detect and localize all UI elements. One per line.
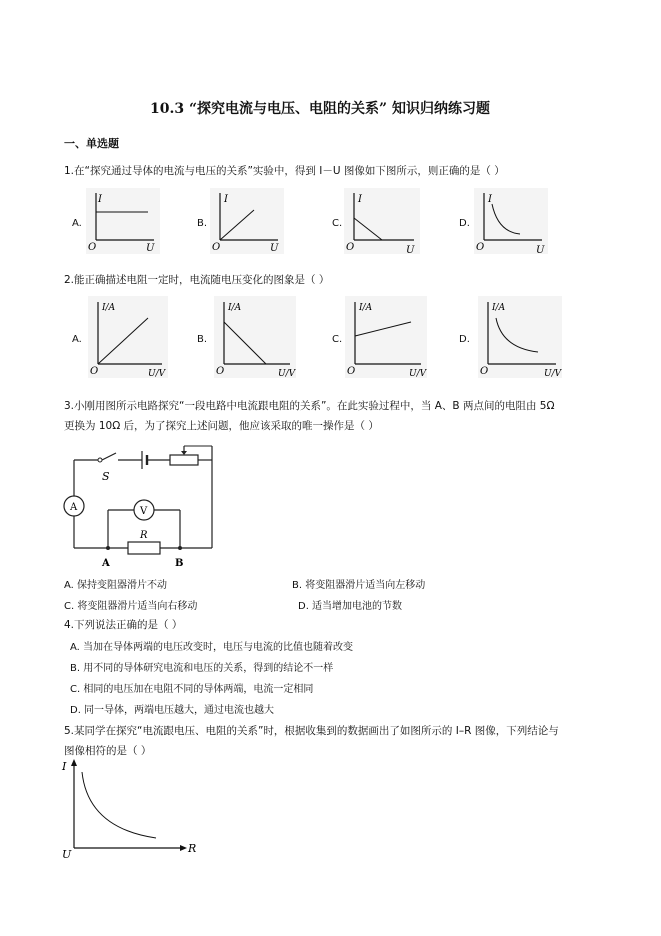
q1a-origin: O bbox=[88, 242, 97, 253]
voltmeter-label: V bbox=[140, 506, 148, 517]
q3-option-b: B. 将变阻器滑片适当向左移动 bbox=[292, 580, 426, 591]
q2-option-b-label: B. bbox=[197, 334, 208, 345]
q2-graph-d bbox=[478, 296, 562, 380]
q4-option-a: A. 当加在导体两端的电压改变时，电压与电流的比值也随着改变 bbox=[70, 642, 354, 653]
q2b-ylabel: I/A bbox=[228, 303, 242, 313]
switch-label: S bbox=[102, 470, 110, 483]
q1-graph-d bbox=[474, 188, 548, 256]
q1-option-b-label: B. bbox=[197, 218, 208, 229]
q2a-ylabel: I/A bbox=[102, 303, 116, 313]
q1-option-a-label: A. bbox=[72, 218, 82, 229]
q1c-ylabel: I bbox=[358, 194, 362, 205]
question-2-stem: 2.能正确描述电阻一定时，电流随电压变化的图象是（ ） bbox=[64, 274, 330, 286]
resistor-label: R bbox=[140, 530, 148, 541]
q2d-ylabel: I/A bbox=[492, 303, 506, 313]
q1c-xlabel: U bbox=[406, 245, 415, 256]
q2b-xlabel: U/V bbox=[278, 369, 296, 379]
q1b-xlabel: U bbox=[270, 243, 279, 254]
q1c-origin: O bbox=[346, 242, 355, 253]
question-5-stem-line2: 图像相符的是（ ） bbox=[64, 745, 152, 757]
q2-option-c-label: C. bbox=[332, 334, 343, 345]
q1a-ylabel: I bbox=[98, 194, 102, 205]
q2d-xlabel: U/V bbox=[544, 369, 562, 379]
q1d-xlabel: U bbox=[536, 245, 545, 256]
q1-graph-b bbox=[210, 188, 284, 254]
q1b-ylabel: I bbox=[224, 194, 228, 205]
q3-circuit-diagram bbox=[62, 448, 220, 572]
q5-i-r-graph bbox=[60, 758, 200, 864]
q2d-origin: O bbox=[480, 366, 489, 377]
q5-origin: U bbox=[62, 848, 72, 861]
q1d-ylabel: I bbox=[488, 194, 492, 205]
question-4-stem: 4.下列说法正确的是（ ） bbox=[64, 619, 183, 631]
question-5-stem-line1: 5.某同学在探究“电流跟电压、电阻的关系”时，根据收集到的数据画出了如图所示的 I–R 图像，下列结论与 bbox=[64, 725, 559, 737]
ammeter-label: A bbox=[70, 502, 78, 513]
q1b-origin: O bbox=[212, 242, 221, 253]
q4-option-b: B. 用不同的导体研究电流和电压的关系，得到的结论不一样 bbox=[70, 663, 334, 674]
q2-option-a-label: A. bbox=[72, 334, 82, 345]
q4-option-d: D. 同一导体，两端电压越大，通过电流也越大 bbox=[70, 705, 275, 716]
page-title: 10.3 “探究电流与电压、电阻的关系” 知识归纳练习题 bbox=[150, 101, 490, 117]
q1-option-c-label: C. bbox=[332, 218, 343, 229]
question-3-stem-line2: 更换为 10Ω 后，为了探究上述问题，他应该采取的唯一操作是（ ） bbox=[64, 420, 379, 432]
q5-xlabel: R bbox=[188, 842, 197, 855]
q1-graph-a bbox=[86, 188, 160, 254]
q3-option-d: D. 适当增加电池的节数 bbox=[298, 601, 403, 612]
question-1-stem: 1.在“探究通过导体的电流与电压的关系”实验中，得到 I－U 图像如下图所示，则正确的是（ ） bbox=[64, 165, 505, 177]
resistor-icon bbox=[128, 542, 160, 554]
q2c-xlabel: U/V bbox=[409, 369, 427, 379]
q3-option-c: C. 将变阻器滑片适当向右移动 bbox=[64, 601, 198, 612]
point-a-label: A bbox=[102, 558, 110, 569]
question-3-stem-line1: 3.小刚用图所示电路探究“一段电路中电流跟电阻的关系”。在此实验过程中，当 A、B 两点间的电阻由 5Ω bbox=[64, 400, 555, 412]
q2a-origin: O bbox=[90, 366, 99, 377]
q2-graph-c bbox=[345, 296, 427, 380]
q2b-origin: O bbox=[216, 366, 225, 377]
q3-option-a: A. 保持变阻器滑片不动 bbox=[64, 580, 168, 591]
q2-graph-b bbox=[214, 296, 296, 380]
q2-graph-a bbox=[88, 296, 168, 380]
q2a-xlabel: U/V bbox=[148, 369, 166, 379]
q2c-ylabel: I/A bbox=[359, 303, 373, 313]
q1a-xlabel: U bbox=[146, 243, 155, 254]
q4-option-c: C. 相同的电压加在电阻不同的导体两端，电流一定相同 bbox=[70, 684, 314, 695]
point-b-label: B bbox=[175, 558, 184, 569]
q5-ylabel: I bbox=[62, 760, 67, 773]
section-heading: 一、单选题 bbox=[64, 137, 119, 150]
q1d-origin: O bbox=[476, 242, 485, 253]
q2-option-d-label: D. bbox=[459, 334, 470, 345]
q2c-origin: O bbox=[347, 366, 356, 377]
q1-graph-c bbox=[344, 188, 420, 256]
q1-option-d-label: D. bbox=[459, 218, 470, 229]
